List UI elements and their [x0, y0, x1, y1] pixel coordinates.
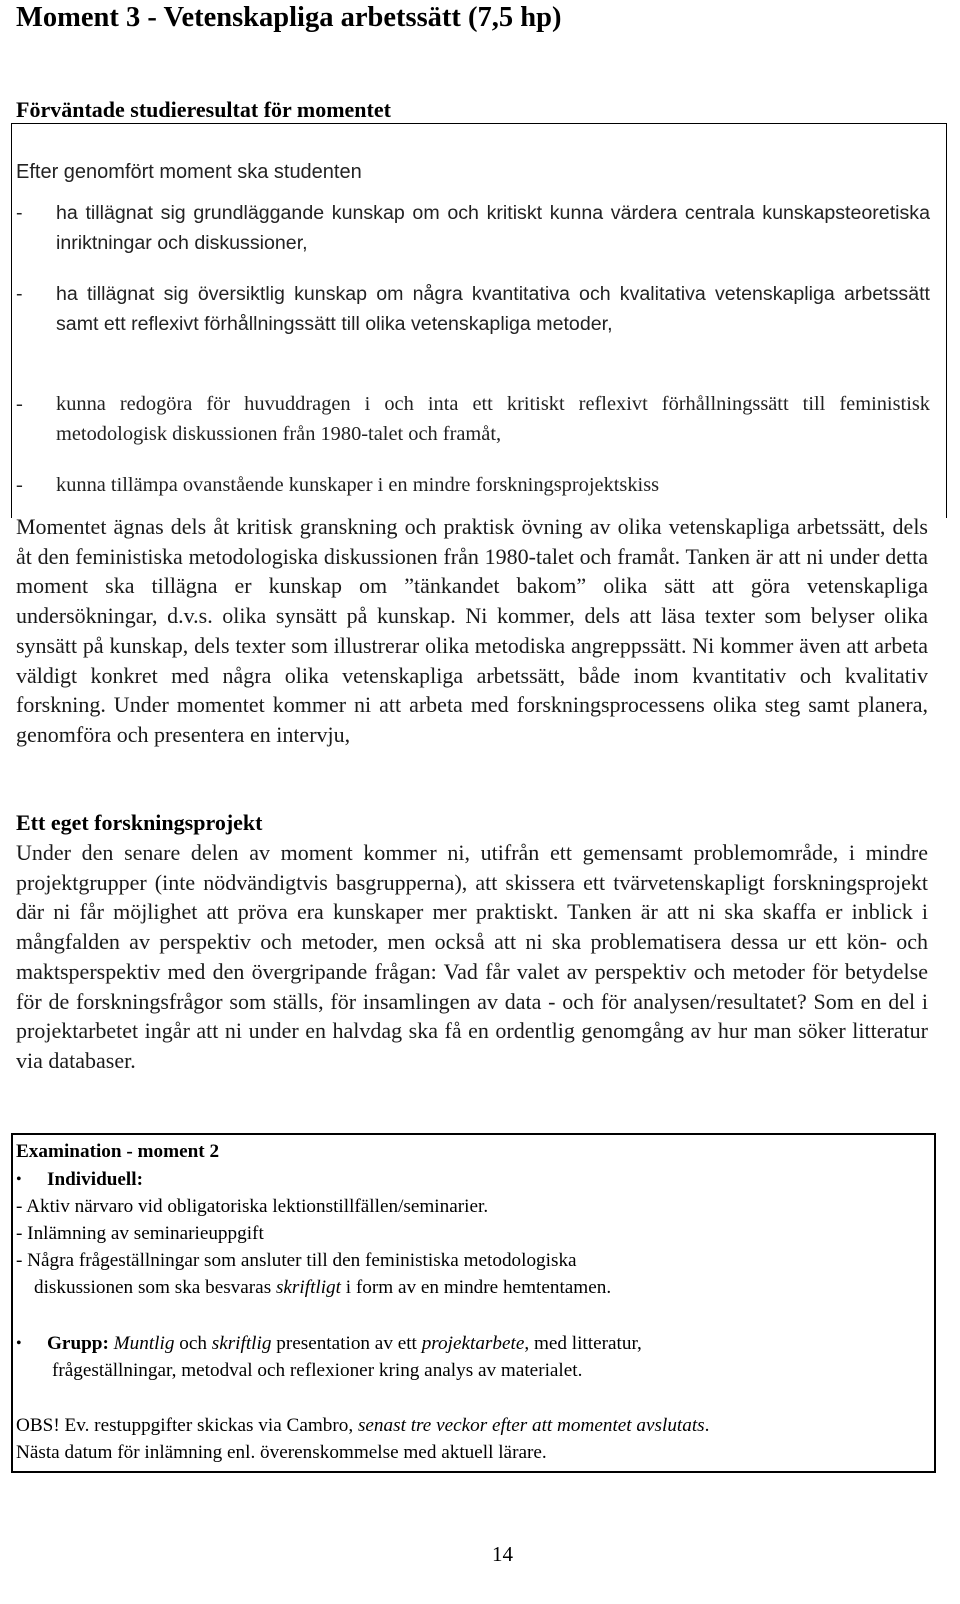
obs-note: [16, 1413, 709, 1439]
project-heading: Ett eget forskningsprojekt: [16, 810, 263, 835]
next-date-note: Nästa datum för inlämning enl. överenskommelse med aktuell lärare.: [16, 1442, 547, 1463]
list-dash: -: [16, 202, 23, 224]
learning-outcome-item: [16, 389, 930, 449]
group-text: presentation av ett: [271, 1333, 422, 1354]
learning-outcome-text: kunna redogöra för huvuddragen i och inta ett kritiskt reflexivt förhållningssätt till feministisk metodologisk diskussionen från 1980-talet och framåt,: [56, 393, 930, 445]
individual-cont-text: i form av en mindre hemtentamen.: [340, 1277, 612, 1298]
group-emphasis: Muntlig: [113, 1333, 175, 1354]
learning-outcome-text: ha tillägnat sig grundläggande kunskap om och kritiskt kunna värdera centrala kunskapsteoretiska inriktningar och diskussioner,: [56, 202, 930, 254]
individual-cont-emphasis: skriftligt: [275, 1277, 341, 1298]
learning-outcome-item: [16, 470, 930, 500]
moment-description: Momentet ägnas dels åt kritisk granskning och praktisk övning av olika vetenskapliga arbetssätt, dels åt den feministiska metodologiska diskussionen från 1980-talet och framåt. Tanken är att ni under detta moment ska tillägna er kunskap om ”tänkandet bakom” olika sätt att göra vetenskapliga undersökningar, d.v.s. olika synsätt på kunskap. Ni kommer, dels att läsa texter som belyser olika synsätt på kunskap, dels texter som illustrerar olika metodiska angreppssätt. Ni kommer även att arbeta väldigt konkret med några olika vetenskapliga arbetssätt, både inom kvantitativ och kvalitativ forskning. Under momentet kommer ni att arbeta med forskningsprocessens olika steg samt planera, genomföra och presentera en intervju,: [16, 514, 928, 747]
individual-label: Individuell:: [47, 1169, 143, 1190]
learning-outcome-text: kunna tillämpa ovanstående kunskaper i en mindre forskningsprojektskiss: [56, 474, 660, 496]
group-emphasis: skriftlig: [211, 1333, 272, 1354]
learning-outcome-item: [16, 279, 930, 339]
page-number: 14: [492, 1542, 513, 1566]
obs-text: .: [704, 1415, 710, 1436]
group-item-continuation: frågeställningar, metodval och reflexioner kring analys av materialet.: [52, 1360, 583, 1381]
group-text: och: [174, 1333, 212, 1354]
page-title: Moment 3 - Vetenskapliga arbetssätt (7,5 hp): [16, 2, 562, 33]
individual-item-continuation: [34, 1275, 611, 1301]
learning-outcome-item: [16, 198, 930, 258]
list-dash: -: [16, 474, 23, 496]
group-text: , med litteratur,: [524, 1333, 642, 1354]
bullet-icon: •: [16, 1335, 22, 1352]
individual-cont-text: diskussionen som ska besvaras: [34, 1277, 276, 1298]
obs-emphasis: senast tre veckor efter att momentet avslutats: [357, 1415, 705, 1436]
group-item: [47, 1331, 642, 1357]
learning-outcome-text: ha tillägnat sig översiktlig kunskap om några kvantitativa och kvalitativa vetenskapliga arbetssätt samt ett reflexivt förhållningssätt till olika vetenskapliga metoder,: [56, 283, 930, 335]
learning-outcomes-intro: Efter genomfört moment ska studenten: [16, 161, 362, 183]
group-label: Grupp:: [47, 1333, 109, 1354]
individual-item: - Några frågeställningar som ansluter till den feministiska metodologiska: [16, 1250, 577, 1271]
list-dash: -: [16, 283, 23, 305]
individual-item: - Inlämning av seminarieuppgift: [16, 1223, 264, 1244]
obs-text: OBS! Ev. restuppgifter skickas via Cambro,: [16, 1415, 358, 1436]
individual-item: - Aktiv närvaro vid obligatoriska lektionstillfällen/seminarier.: [16, 1196, 489, 1217]
group-emphasis: projektarbete: [421, 1333, 525, 1354]
project-description: Under den senare delen av moment kommer ni, utifrån ett gemensamt problemområde, i mindre projektgrupper (inte nödvändigtvis basgrupperna), att skissera ett tvärvetenskapligt forskningsprojekt där ni får möjlighet att pröva era kunskaper mer praktiskt. Tanken är att ni ska skaffa er inblick i mångfalden av perspektiv och metoder, men också att ni ska problematisera dessa ur ett kön- och maktsperspektiv med den övergripande frågan: Vad får valet av perspektiv och metoder för betydelse för de forskningsfrågor som ställs, för insamlingen av data - och för analysen/resultatet? Som en del i projektarbetet ingår att ni under en halvdag ska få en ordentlig genomgång av hur man söker litteratur via databaser.: [16, 840, 928, 1073]
examination-title: Examination - moment 2: [16, 1141, 220, 1162]
list-dash: -: [16, 393, 23, 415]
learning-outcomes-heading: Förväntade studieresultat för momentet: [16, 97, 391, 122]
bullet-icon: •: [16, 1171, 22, 1188]
